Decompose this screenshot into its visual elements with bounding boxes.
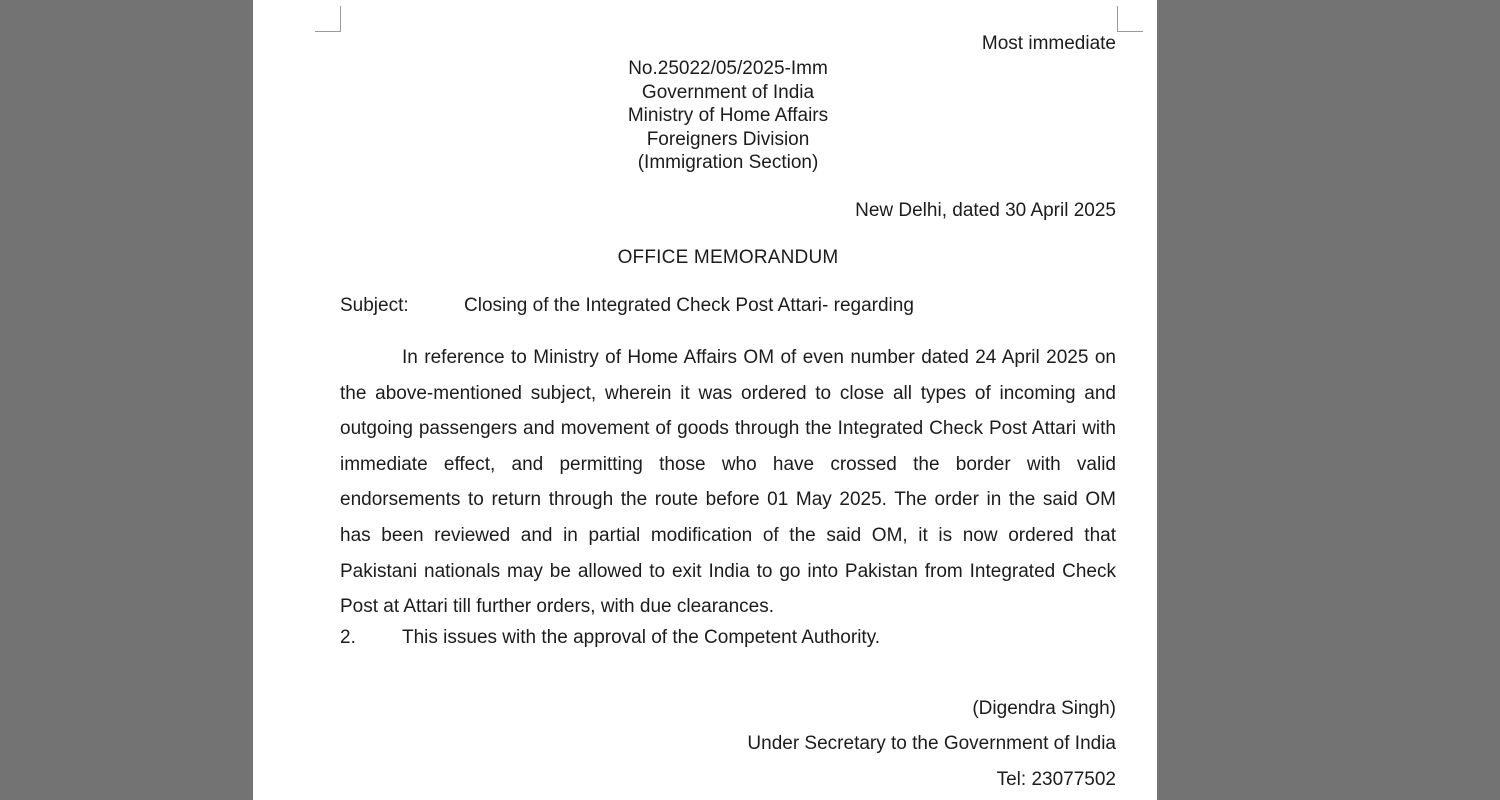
ministry-name: Ministry of Home Affairs [627,105,829,126]
place-date: New Delhi, dated 30 April 2025 [855,200,1116,221]
crop-mark-top-right [1117,6,1143,32]
section-name: (Immigration Section) [637,152,819,173]
priority-label: Most immediate [981,33,1116,54]
signatory-designation: Under Secretary to the Government of India [747,733,1116,754]
letterhead [253,57,1157,175]
subject-text: Closing of the Integrated Check Post Attari- regarding [464,295,914,316]
signatory-telephone: Tel: 23077502 [996,769,1116,790]
signatory-name: (Digendra Singh) [972,698,1116,719]
paragraph-1: In reference to Ministry of Home Affairs OM of even number dated 24 April 2025 on the above-mentioned subject, wherein it was ordered to close all types of incoming and outgoing passengers and movement of goods through the Integrated Check Post Attari with immediate effect, and permitting those who have crossed the border with valid endorsements to return through the route before 01 May 2025. The order in the said OM has been reviewed and in partial modification of the said OM, it is now ordered that Pakistani nationals may be allowed to exit India to go into Pakistan from Integrated Check Post at Attari till further orders, with due clearances. [340,347,1116,618]
document-page [253,0,1157,800]
memo-title: OFFICE MEMORANDUM [617,247,839,268]
government-name: Government of India [641,81,815,103]
paragraph-2-text: This issues with the approval of the Competent Authority. [402,627,881,648]
subject-label: Subject: [340,295,409,316]
crop-mark-top-left [315,6,341,32]
paragraph-2-number: 2. [340,627,356,648]
file-number: No.25022/05/2025-Imm [628,58,828,79]
division-name: Foreigners Division [646,128,810,150]
